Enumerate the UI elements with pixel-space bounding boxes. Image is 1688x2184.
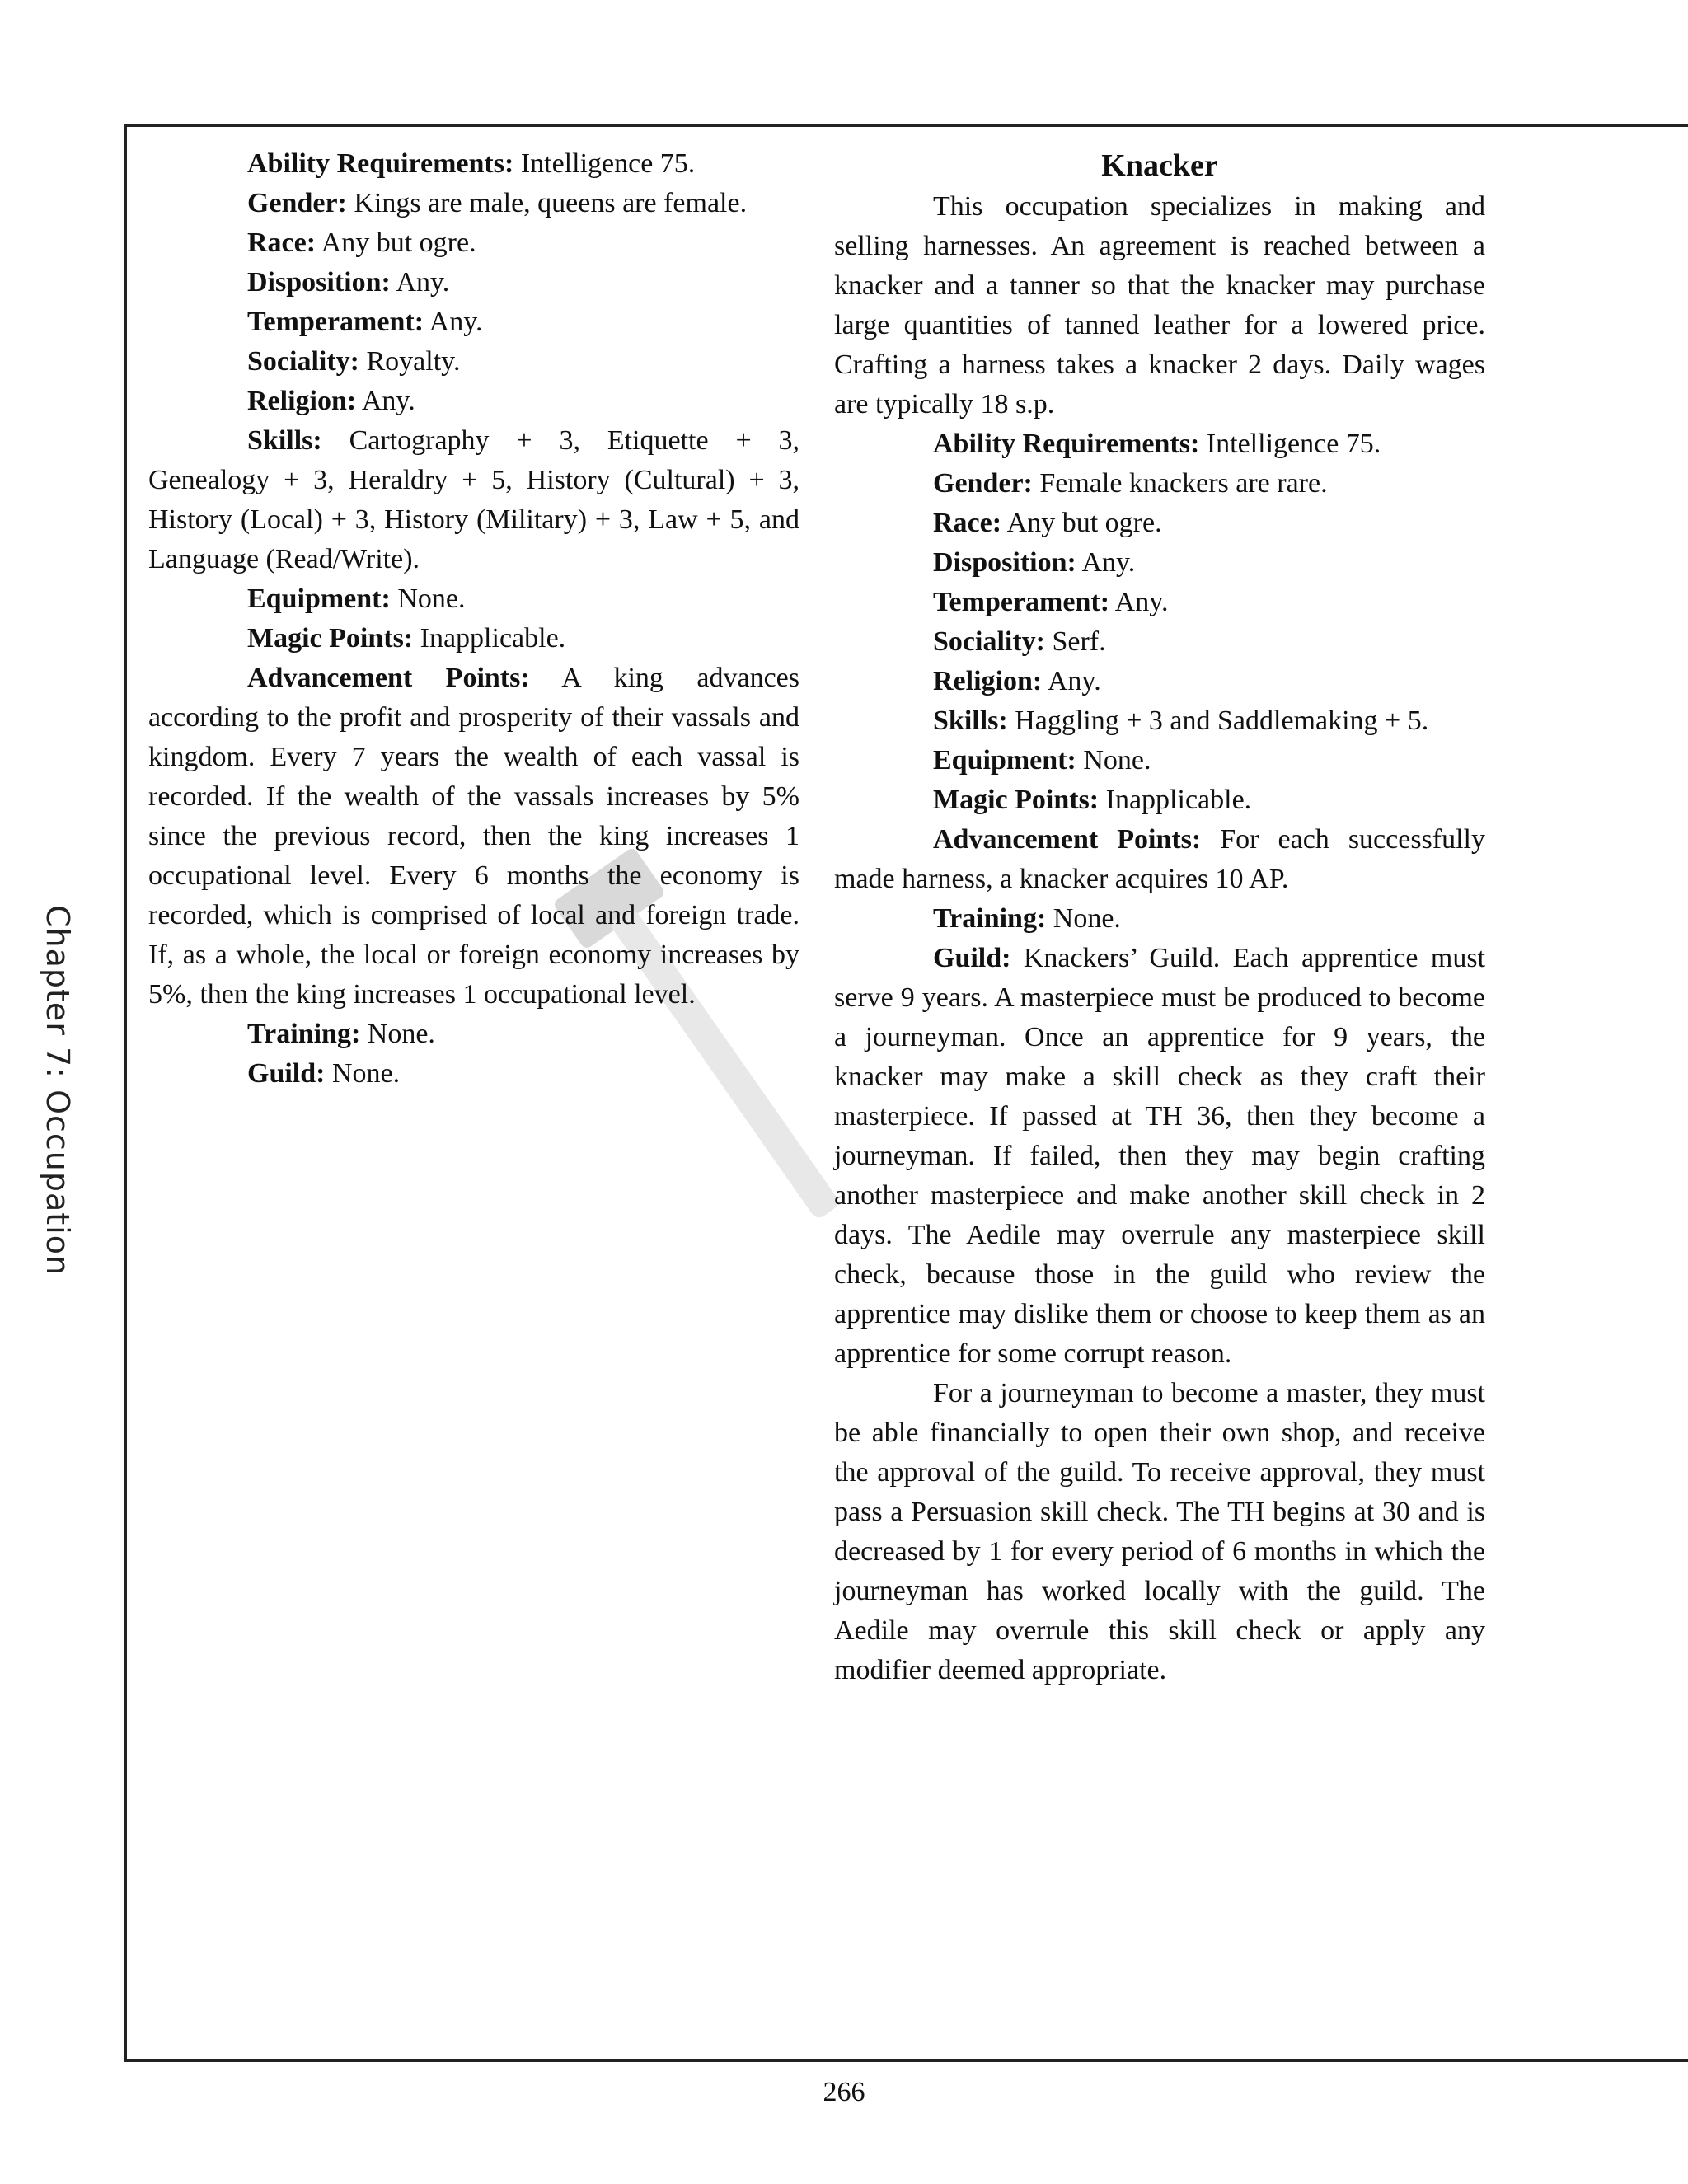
field-temperament: Temperament: Any.: [247, 307, 483, 337]
field-religion: Religion: Any.: [247, 386, 415, 416]
field-religion: Religion: Any.: [933, 666, 1101, 696]
field-race: Race: Any but ogre.: [247, 227, 476, 258]
field-temperament: Temperament: Any.: [933, 587, 1169, 617]
field-guild: Guild: None.: [247, 1058, 401, 1089]
field-equipment: Equipment: None.: [933, 745, 1151, 776]
field-skills: Skills: Haggling + 3 and Saddlemaking + 5.: [933, 705, 1429, 736]
field-ability-requirements: Ability Requirements: Intelligence 75.: [933, 429, 1381, 459]
field-magic-points: Magic Points: Inapplicable.: [933, 785, 1252, 815]
field-sociality: Sociality: Royalty.: [247, 346, 461, 377]
field-disposition: Disposition: Any.: [247, 267, 450, 298]
field-skills: Skills: Cartography + 3, Etiquette + 3, Genealogy + 3, Heraldry + 5, History (Cultural) + 3, History (Local) + 3, History (Military) + 3, Law + 5, and Language (Read/Write).: [148, 425, 799, 574]
field-ability-requirements: Ability Requirements: Intelligence 75.: [247, 148, 696, 179]
field-sociality: Sociality: Serf.: [933, 626, 1106, 657]
field-advancement-points: Advancement Points: A king advances according to the profit and prosperity of their vassals and kingdom. Every 7 years the wealth of each vassal is recorded. If the wealth of the vassals increases by 5% since the previous record, then the king increases 1 occupational level. Every 6 months the economy is recorded, which is comprised of local and foreign trade. If, as a whole, the local or foreign economy increases by 5%, then the king increases 1 occupational level.: [148, 663, 799, 1010]
field-training: Training: None.: [247, 1019, 435, 1049]
field-training: Training: None.: [933, 903, 1121, 934]
right-column: [834, 144, 1485, 1690]
section-title: Knacker: [1101, 148, 1218, 183]
closing-paragraph: For a journeyman to become a master, they must be able financially to open their own shop, and receive the approval of the guild. To receive approval, they must pass a Persuasion skill check. The TH begins at 30 and is decreased by 1 for every period of 6 months in which the journeyman has worked locally with the guild. The Aedile may overrule this skill check or apply any modifier deemed appropriate.: [834, 1378, 1485, 1685]
field-gender: Gender: Female knackers are rare.: [933, 468, 1328, 499]
left-column: [148, 144, 799, 1094]
field-disposition: Disposition: Any.: [933, 547, 1136, 578]
field-equipment: Equipment: None.: [247, 583, 466, 614]
page-number: 266: [823, 2077, 865, 2107]
chapter-side-label: Chapter 7: Occupation: [40, 905, 76, 1277]
field-magic-points: Magic Points: Inapplicable.: [247, 623, 566, 654]
field-guild: Guild: Knackers’ Guild. Each apprentice must serve 9 years. A masterpiece must be produced to become a journeyman. Once an apprentice for 9 years, the knacker may make a skill check as they craft their masterpiece. If passed at TH 36, then they become a journeyman. If failed, then they may begin crafting another masterpiece and make another skill check in 2 days. The Aedile may overrule any masterpiece skill check, because those in the guild who review the apprentice may dislike them or choose to keep them as an apprentice for some corrupt reason.: [834, 943, 1485, 1369]
field-gender: Gender: Kings are male, queens are female.: [247, 188, 748, 218]
intro-paragraph: This occupation specializes in making and selling harnesses. An agreement is reached between a knacker and a tanner so that the knacker may purchase large quantities of tanned leather for a lowered price. Crafting a harness takes a knacker 2 days. Daily wages are typically 18 s.p.: [834, 191, 1485, 419]
field-advancement-points: Advancement Points: For each successfully made harness, a knacker acquires 10 AP.: [834, 824, 1486, 894]
field-race: Race: Any but ogre.: [933, 508, 1162, 538]
